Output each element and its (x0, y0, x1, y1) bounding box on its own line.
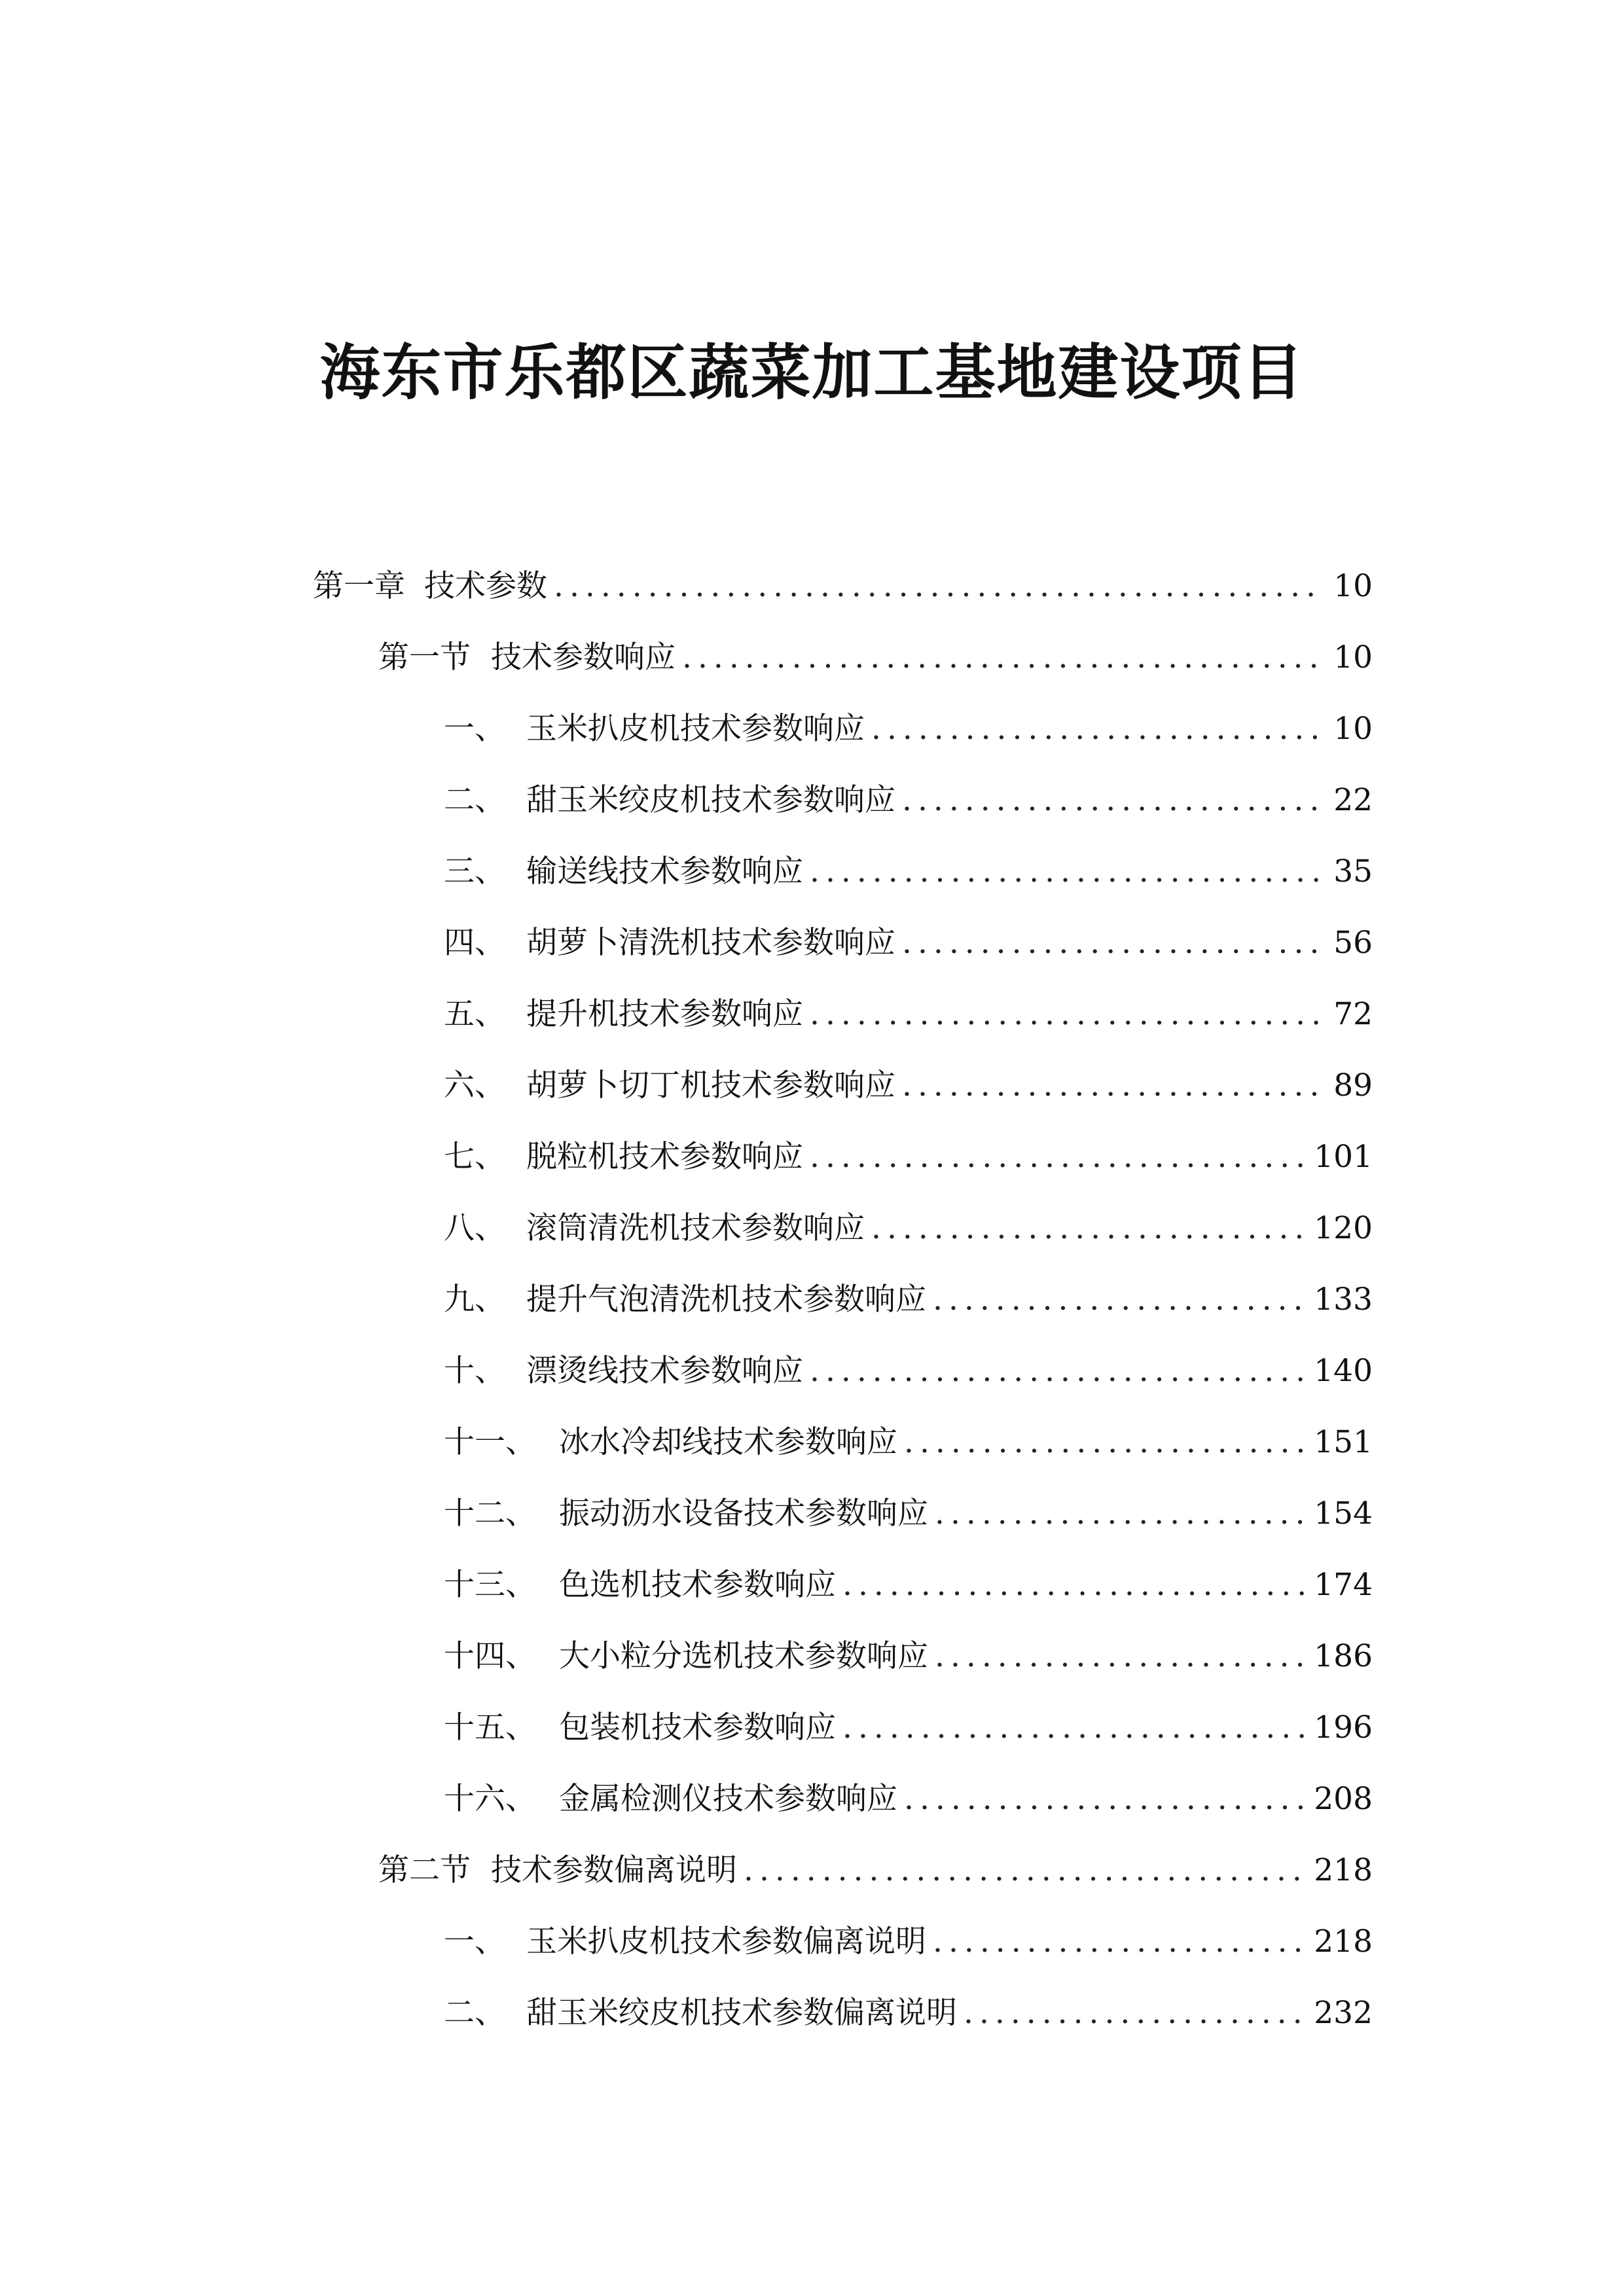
toc-entry-title: 胡萝卜切丁机技术参数响应 (526, 1067, 895, 1103)
toc-entry-number: 十四、 (444, 1638, 536, 1674)
toc-entry-title: 滚筒清洗机技术参数响应 (526, 1210, 865, 1246)
toc-entry-page: 22 (1333, 782, 1373, 818)
toc-entry-page: 218 (1314, 1852, 1373, 1888)
toc-entry-page: 10 (1333, 568, 1373, 604)
toc-entry-page: 208 (1314, 1781, 1373, 1817)
toc-entry-item[interactable] (444, 1348, 1373, 1394)
toc-entry-title: 漂烫线技术参数响应 (526, 1353, 803, 1389)
toc-entry-page: 72 (1333, 996, 1373, 1032)
toc-entry-page: 120 (1314, 1210, 1373, 1246)
toc-entry-title: 大小粒分选机技术参数响应 (559, 1638, 928, 1674)
toc-entry-title: 甜玉米绞皮机技术参数响应 (526, 782, 895, 818)
toc-entry-section[interactable] (378, 635, 1373, 681)
toc-dot-leader (935, 1491, 1305, 1537)
toc-entry-page: 186 (1314, 1638, 1373, 1674)
toc-dot-leader (902, 778, 1324, 823)
toc-entry-item[interactable] (444, 1277, 1373, 1323)
toc-entry-item[interactable] (444, 1990, 1373, 2036)
toc-entry-page: 10 (1333, 711, 1373, 747)
toc-dot-leader (810, 1134, 1305, 1180)
toc-entry-number: 九、 (444, 1282, 505, 1318)
toc-dot-leader (904, 1420, 1305, 1465)
toc-dot-leader (902, 920, 1324, 966)
toc-entry-page: 174 (1314, 1567, 1373, 1603)
toc-entry-page: 232 (1314, 1995, 1373, 2031)
toc-entry-title: 提升气泡清洗机技术参数响应 (526, 1282, 926, 1318)
toc-entry-number: 一、 (444, 1924, 505, 1960)
toc-entry-item[interactable] (444, 992, 1373, 1037)
toc-entry-number: 七、 (444, 1139, 505, 1175)
toc-entry-title: 玉米扒皮机技术参数偏离说明 (526, 1924, 926, 1960)
toc-entry-title: 提升机技术参数响应 (526, 996, 803, 1032)
toc-entry-page: 154 (1314, 1496, 1373, 1532)
toc-entry-page: 218 (1314, 1924, 1373, 1960)
toc-entry-item[interactable] (444, 1705, 1373, 1751)
toc-entry-number: 十五、 (444, 1710, 536, 1746)
toc-entry-item[interactable] (444, 1562, 1373, 1608)
toc-dot-leader (871, 706, 1324, 752)
toc-entry-number: 四、 (444, 925, 505, 961)
toc-entry-title: 脱粒机技术参数响应 (526, 1139, 803, 1175)
toc-entry-item[interactable] (444, 1134, 1373, 1180)
toc-entry-number: 十三、 (444, 1567, 536, 1603)
toc-dot-leader (904, 1776, 1305, 1822)
toc-entry-item[interactable] (444, 1634, 1373, 1679)
toc-entry-number: 十二、 (444, 1496, 536, 1532)
toc-dot-leader (682, 635, 1324, 681)
toc-entry-number: 五、 (444, 996, 505, 1032)
toc-dot-leader (964, 1990, 1305, 2036)
toc-entry-page: 35 (1333, 853, 1373, 889)
toc-entry-page: 151 (1314, 1424, 1373, 1460)
toc-entry-item[interactable] (444, 1919, 1373, 1965)
toc-entry-item[interactable] (444, 1206, 1373, 1251)
toc-entry-item[interactable] (444, 1063, 1373, 1109)
toc-dot-leader (842, 1562, 1305, 1608)
toc-entry-title: 冰水冷却线技术参数响应 (559, 1424, 897, 1460)
toc-dot-leader (933, 1919, 1305, 1965)
toc-entry-number: 二、 (444, 782, 505, 818)
toc-dot-leader (842, 1705, 1305, 1751)
toc-entry-page: 89 (1333, 1067, 1373, 1103)
toc-entry-title: 甜玉米绞皮机技术参数偏离说明 (526, 1995, 957, 2031)
toc-entry-item[interactable] (444, 1776, 1373, 1822)
toc-entry-page: 196 (1314, 1710, 1373, 1746)
toc-dot-leader (744, 1848, 1305, 1893)
toc-entry-chapter[interactable] (313, 564, 1373, 609)
toc-entry-number: 十、 (444, 1353, 505, 1389)
toc-entry-title: 包装机技术参数响应 (559, 1710, 836, 1746)
toc-entry-title: 金属检测仪技术参数响应 (559, 1781, 897, 1817)
toc-entry-item[interactable] (444, 1491, 1373, 1537)
toc-entry-number: 十六、 (444, 1781, 536, 1817)
toc-entry-page: 56 (1333, 925, 1373, 961)
toc-entry-title: 色选机技术参数响应 (559, 1567, 836, 1603)
toc-dot-leader (554, 564, 1324, 609)
toc-entry-title: 振动沥水设备技术参数响应 (559, 1496, 928, 1532)
toc-entry-number: 二、 (444, 1995, 505, 2031)
toc-dot-leader (810, 1348, 1305, 1394)
toc-entry-page: 101 (1314, 1139, 1373, 1175)
toc-entry-item[interactable] (444, 849, 1373, 895)
toc-entry-title: 技术参数响应 (491, 639, 676, 675)
toc-entry-item[interactable] (444, 1420, 1373, 1465)
toc-entry-page: 10 (1333, 639, 1373, 675)
toc-entry-title: 玉米扒皮机技术参数响应 (526, 711, 865, 747)
document-title: 海东市乐都区蔬菜加工基地建设项目 (319, 338, 1305, 408)
toc-entry-page: 133 (1314, 1282, 1373, 1318)
toc-entry-number: 第一章 (313, 568, 405, 604)
toc-dot-leader (935, 1634, 1305, 1679)
toc-dot-leader (871, 1206, 1305, 1251)
toc-entry-title: 胡萝卜清洗机技术参数响应 (526, 925, 895, 961)
toc-entry-title: 技术参数偏离说明 (491, 1852, 737, 1888)
toc-entry-number: 十一、 (444, 1424, 536, 1460)
toc-entry-number: 三、 (444, 853, 505, 889)
toc-entry-item[interactable] (444, 920, 1373, 966)
toc-entry-section[interactable] (378, 1848, 1373, 1893)
toc-entry-number: 第一节 (378, 639, 471, 675)
toc-entry-item[interactable] (444, 706, 1373, 752)
toc-dot-leader (810, 992, 1324, 1037)
toc-entry-number: 一、 (444, 711, 505, 747)
toc-entry-item[interactable] (444, 778, 1373, 823)
toc-entry-title: 技术参数 (424, 568, 547, 604)
toc-dot-leader (933, 1277, 1305, 1323)
toc-dot-leader (902, 1063, 1324, 1109)
toc-entry-number: 八、 (444, 1210, 505, 1246)
toc-dot-leader (810, 849, 1324, 895)
toc-entry-number: 六、 (444, 1067, 505, 1103)
toc-entry-title: 输送线技术参数响应 (526, 853, 803, 889)
toc-entry-number: 第二节 (378, 1852, 471, 1888)
toc-entry-page: 140 (1314, 1353, 1373, 1389)
